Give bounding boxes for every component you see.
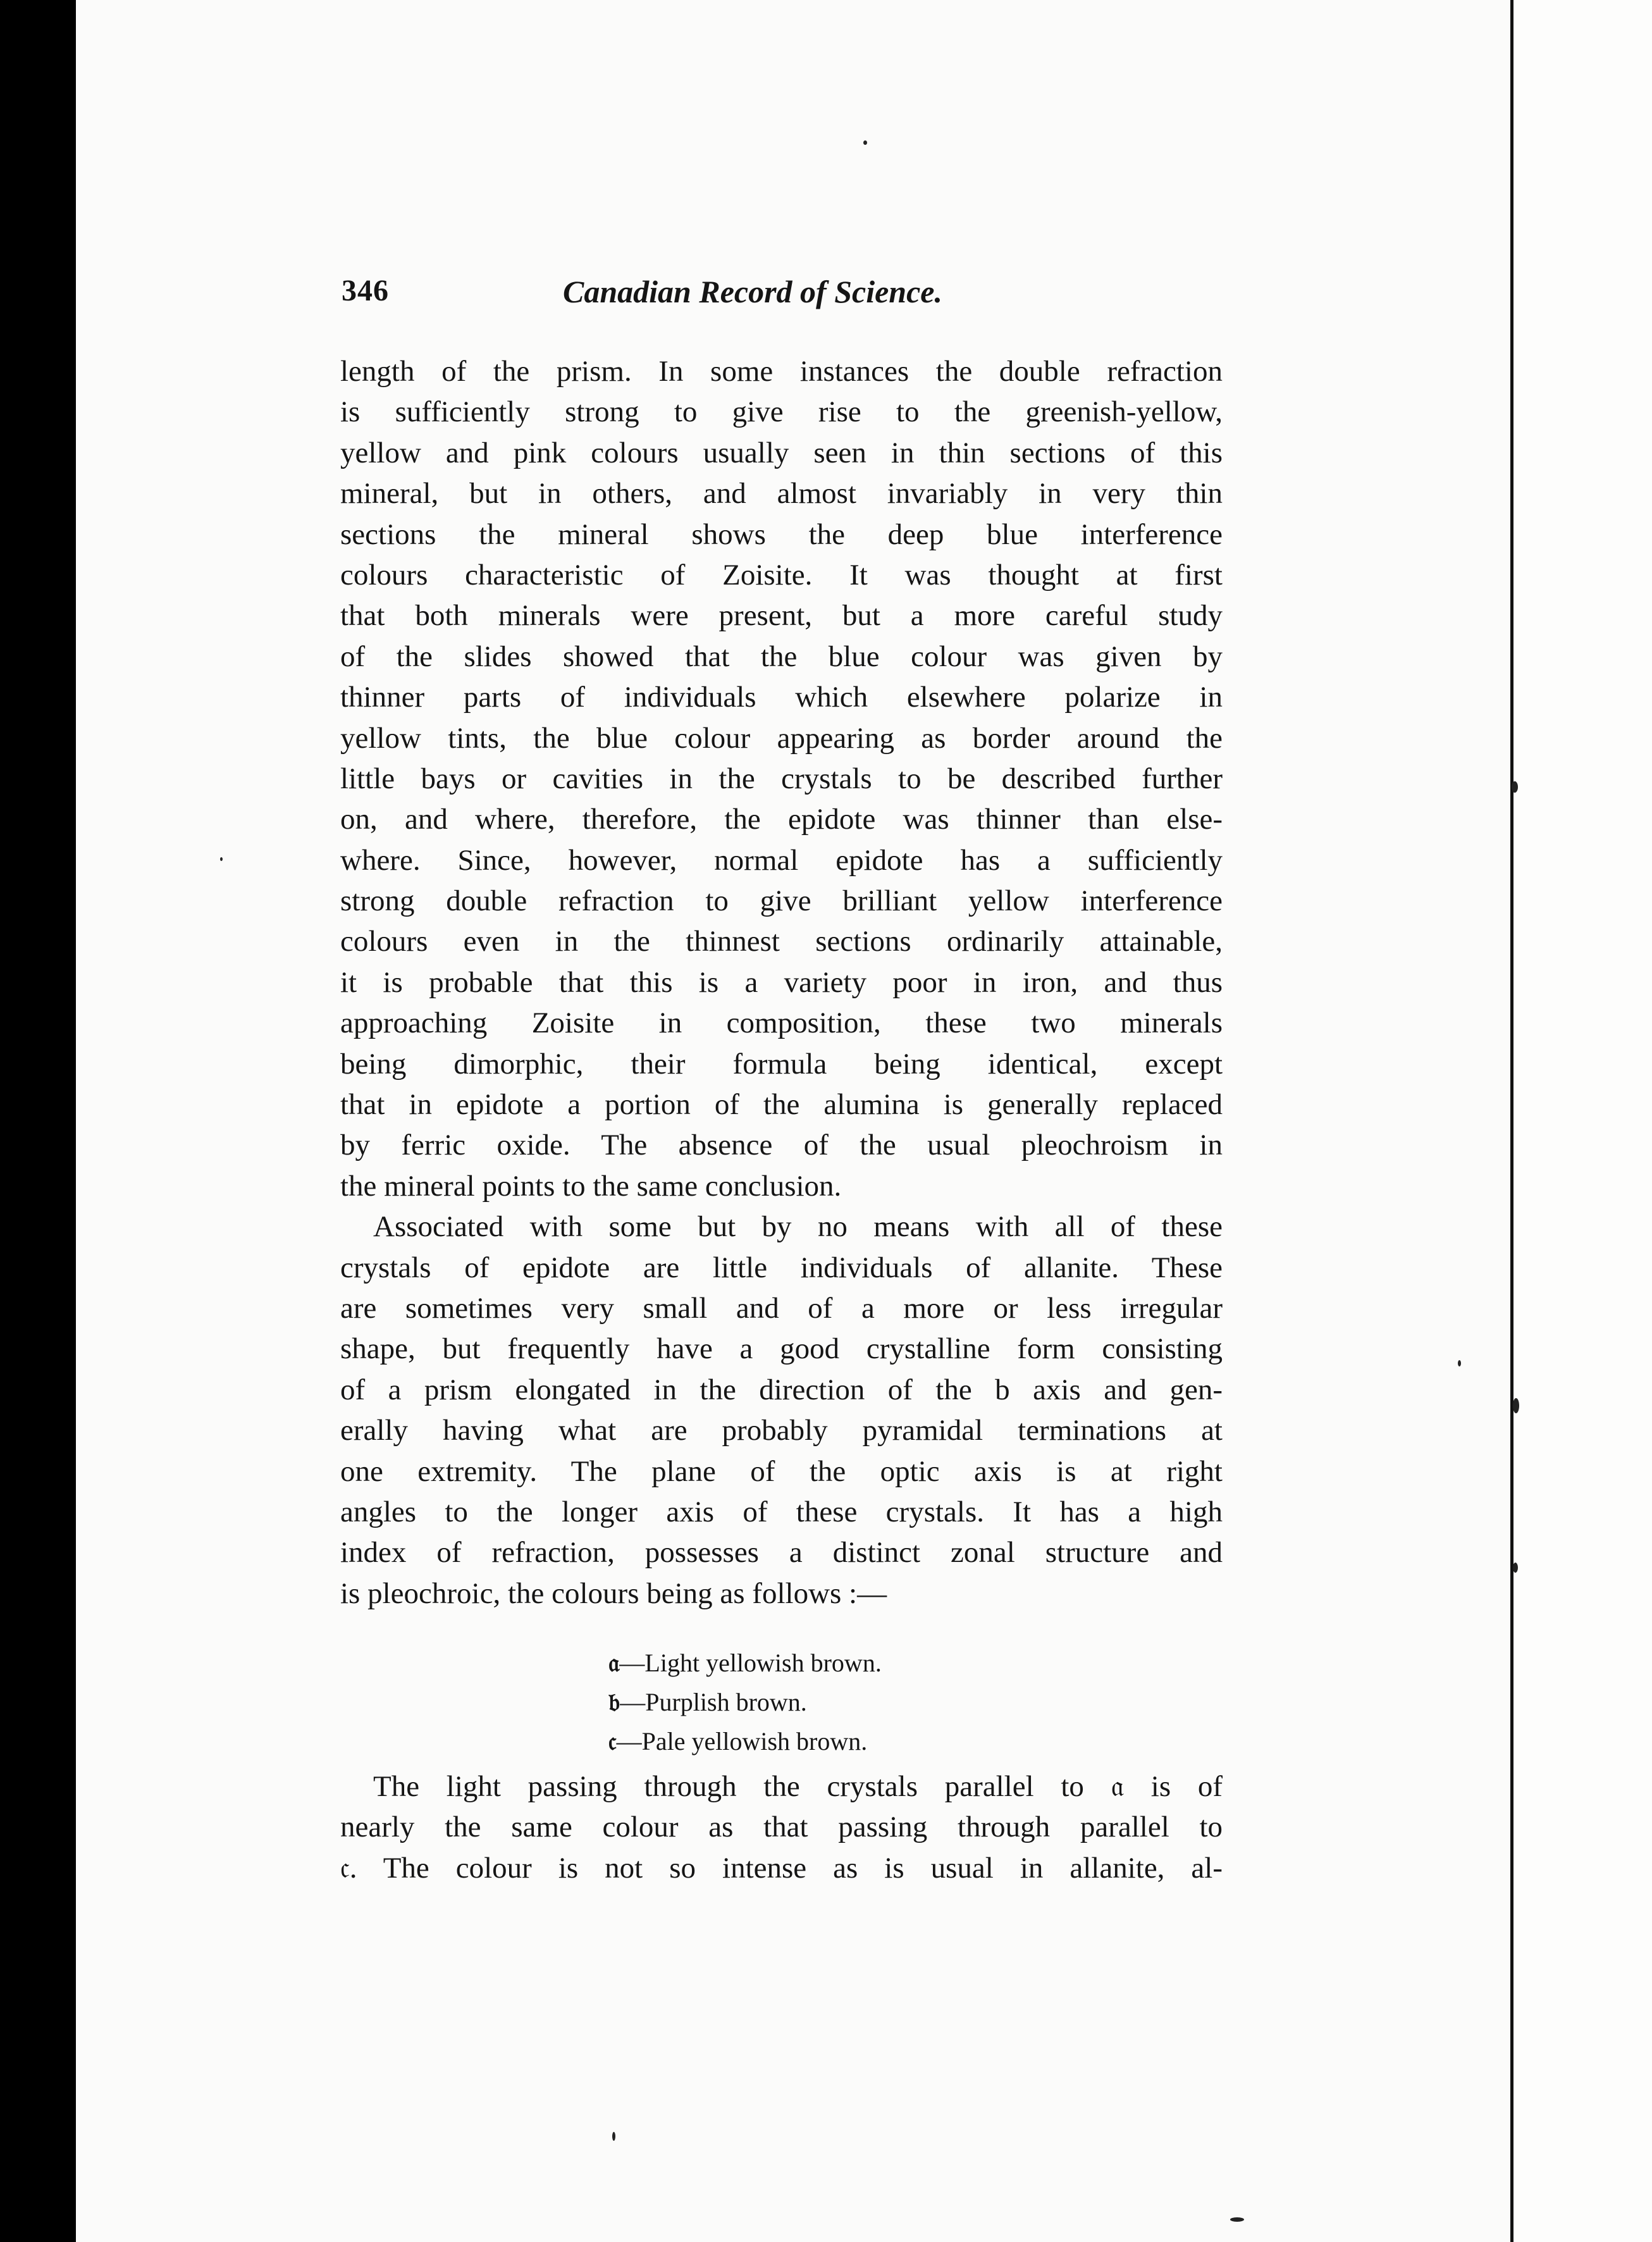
pleochroism-colour: —Light yellowish brown.: [619, 1649, 882, 1677]
scan-speck: [1512, 781, 1518, 793]
text-line: The light passing through the crystals parallel to 𝔞 is of: [373, 1770, 1223, 1803]
scan-speck: [220, 857, 223, 861]
pleochroism-item: [608, 1644, 1114, 1683]
text-line: crystals of epidote are little individuals of allanite. These: [340, 1251, 1223, 1284]
text-line: angles to the longer axis of these crystals. It has a high: [340, 1495, 1223, 1528]
pleochroism-item: [608, 1722, 1114, 1761]
text-line: strong double refraction to give brilliant yellow interference: [340, 884, 1223, 918]
text-line: index of refraction, possesses a distinct zonal structure and: [340, 1536, 1223, 1570]
text-line: is sufficiently strong to give rise to the greenish-yellow,: [340, 395, 1223, 429]
text-line: being dimorphic, their formula being identical, except: [340, 1047, 1223, 1081]
facing-page-edge: [1512, 0, 1652, 2242]
text-line: the mineral points to the same conclusion.: [340, 1169, 842, 1203]
text-line: it is probable that this is a variety poor in iron, and thus: [340, 965, 1223, 999]
text-line: sections the mineral shows the deep blue interference: [340, 517, 1223, 551]
scan-speck: [1458, 1360, 1461, 1366]
page-fold-line: [1510, 0, 1513, 2242]
text-line: yellow tints, the blue colour appearing as border around the: [340, 721, 1223, 755]
journal-title: Canadian Record of Science.: [563, 274, 942, 309]
text-line: little bays or cavities in the crystals to be described further: [340, 762, 1223, 795]
text-line: colours characteristic of Zoisite. It was thought at first: [340, 558, 1223, 591]
text-line: shape, but frequently have a good crystalline form consisting: [340, 1332, 1223, 1366]
page-number: 346: [342, 274, 389, 307]
text-line: approaching Zoisite in composition, these two minerals: [340, 1006, 1223, 1040]
text-line: Associated with some but by no means with all of these: [373, 1210, 1223, 1244]
text-line: length of the prism. In some instances the double refraction: [340, 355, 1223, 388]
text-line: mineral, but in others, and almost invariably in very thin: [340, 477, 1223, 511]
text-line: colours even in the thinnest sections ordinarily attainable,: [340, 925, 1223, 958]
scan-speck: [1513, 1398, 1519, 1413]
axis-letter: 𝔠: [608, 1726, 617, 1756]
text-line: of a prism elongated in the direction of the b axis and gen-: [340, 1373, 1223, 1406]
body-text: [340, 351, 1223, 1614]
text-line: yellow and pink colours usually seen in thin sections of this: [340, 436, 1223, 469]
text-line: of the slides showed that the blue colour was given by: [340, 640, 1223, 673]
text-line: that in epidote a portion of the alumina is generally replaced: [340, 1088, 1223, 1122]
scan-border-left: [0, 0, 76, 2242]
text-line: that both minerals were present, but a more careful study: [340, 599, 1223, 633]
paragraph-2: [340, 1206, 1223, 1614]
pleochroism-list: [608, 1644, 1114, 1761]
axis-letter: 𝔟: [608, 1687, 620, 1717]
pleochroism-item: [608, 1683, 1114, 1722]
scan-speck: [612, 2132, 615, 2141]
text-line: thinner parts of individuals which elsewhere polarize in: [340, 681, 1223, 714]
text-line: by ferric oxide. The absence of the usual pleochroism in: [340, 1129, 1223, 1162]
axis-letter: 𝔞: [608, 1648, 620, 1678]
paragraph-1: [340, 351, 1223, 1206]
pleochroism-colour: —Purplish brown.: [620, 1688, 807, 1716]
text-line: one extremity. The plane of the optic axis is at right: [340, 1454, 1223, 1488]
text-line: erally having what are probably pyramidal terminations at: [340, 1414, 1223, 1447]
text-line: is pleochroic, the colours being as follows :—: [340, 1576, 887, 1610]
running-head: [342, 273, 1227, 324]
pleochroism-colour: —Pale yellowish brown.: [616, 1727, 868, 1756]
text-line: are sometimes very small and of a more or less irregular: [340, 1291, 1223, 1325]
scan-speck: [1513, 1563, 1518, 1573]
scan-speck: [863, 140, 867, 145]
text-line: nearly the same colour as that passing through parallel to: [340, 1811, 1223, 1844]
text-line: on, and where, therefore, the epidote was thinner than else-: [340, 803, 1223, 836]
scan-speck: [1230, 2217, 1244, 2222]
text-line: 𝔠. The colour is not so intense as is usual in allanite, al-: [340, 1851, 1223, 1885]
text-line: where. Since, however, normal epidote has a sufficiently: [340, 843, 1223, 877]
paragraph-3: [340, 1766, 1223, 1888]
